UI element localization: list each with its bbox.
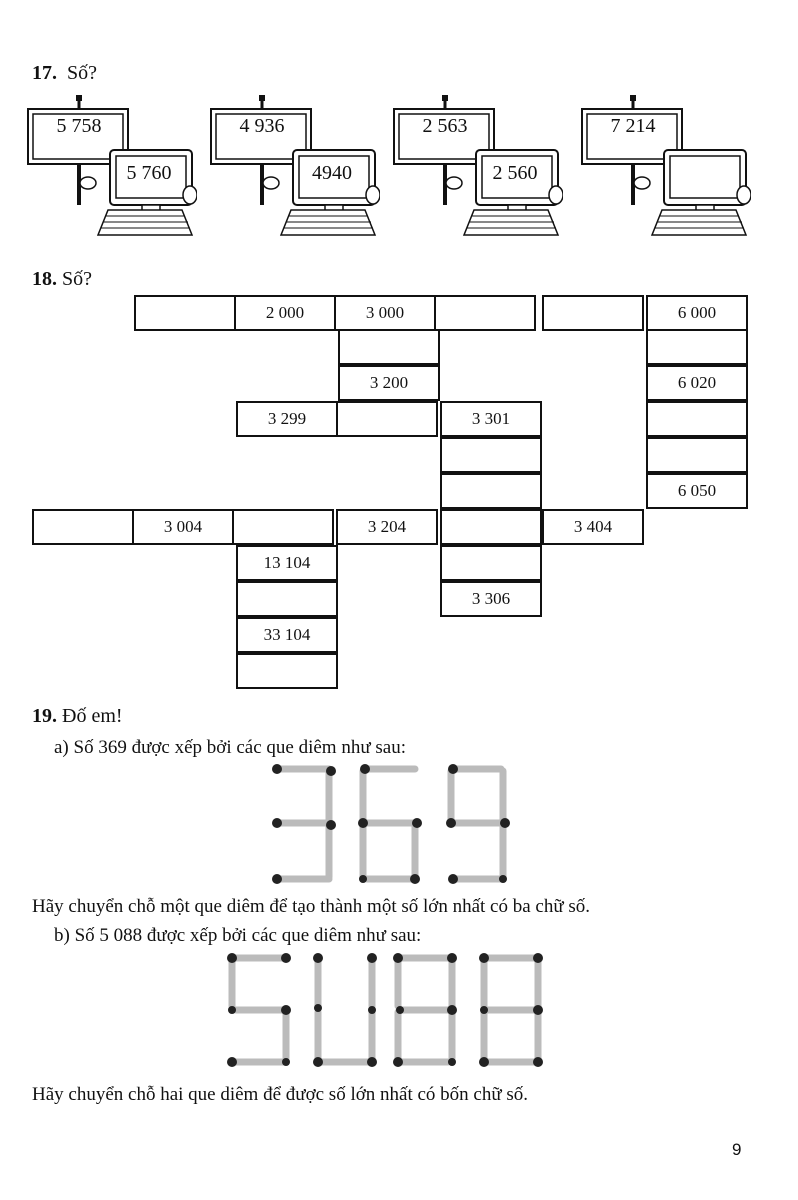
grid-cell[interactable] [434,295,536,331]
grid-cell: 3 299 [236,401,338,437]
exercise-19-label: Đố em! [62,705,123,727]
board-number: 5 758 [56,115,102,137]
part-a-task: Hãy chuyển chỗ một que diêm để tạo thành một số lớn nhất có ba chữ số. [32,896,591,917]
board-number: 2 563 [422,115,468,137]
page-number: 9 [732,1140,742,1159]
grid-cell: 33 104 [236,617,338,653]
grid-cell: 6 000 [646,295,748,331]
exercise-17-number: 17. [32,62,57,84]
grid-cell: 3 000 [334,295,436,331]
grid-cell[interactable] [236,581,338,617]
grid-cell: 3 204 [336,509,438,545]
grid-cell: 13 104 [236,545,338,581]
grid-cell: 3 301 [440,401,542,437]
grid-cell: 6 020 [646,365,748,401]
matchstick-number-369 [265,763,515,888]
screen-number: 5 760 [126,162,172,184]
grid-cell[interactable] [336,401,438,437]
grid-cell[interactable] [646,437,748,473]
grid-cell: 3 200 [338,365,440,401]
exercise-17-title [32,62,97,85]
grid-cell[interactable] [646,401,748,437]
grid-cell[interactable] [542,295,644,331]
screen-number: 4940 [312,162,352,184]
picture-4 [576,95,751,240]
grid-cell[interactable] [32,509,134,545]
grid-cell: 3 404 [542,509,644,545]
grid-cell[interactable] [236,653,338,689]
board-number: 7 214 [610,115,656,137]
grid-cell: 3 306 [440,581,542,617]
exercise-18-label: Số? [62,268,92,290]
board-number: 4 936 [239,115,285,137]
grid-cell[interactable] [440,509,542,545]
picture-1 [22,95,197,240]
picture-2 [205,95,380,240]
grid-cell[interactable] [134,295,236,331]
part-a-intro: a) Số 369 được xếp bởi các que diêm như sau: [54,737,406,758]
grid-cell[interactable] [440,545,542,581]
grid-cell[interactable] [646,329,748,365]
matchstick-number-5088 [222,950,557,1075]
exercise-18-title [32,268,92,291]
grid-cell: 3 004 [132,509,234,545]
screen-number: 2 560 [492,162,538,184]
grid-cell: 2 000 [234,295,336,331]
grid-cell[interactable] [232,509,334,545]
grid-cell[interactable] [338,329,440,365]
grid-cell[interactable] [440,473,542,509]
grid-cell: 6 050 [646,473,748,509]
exercise-18-number: 18. [32,268,57,290]
picture-3 [388,95,563,240]
exercise-17-label: Số? [67,62,97,84]
grid-cell[interactable] [440,437,542,473]
exercise-19-title [32,705,123,728]
part-b-task: Hãy chuyển chỗ hai que diêm để được số lớn nhất có bốn chữ số. [32,1084,529,1105]
exercise-19-number: 19. [32,705,57,727]
part-b-intro: b) Số 5 088 được xếp bởi các que diêm như sau: [54,925,422,946]
